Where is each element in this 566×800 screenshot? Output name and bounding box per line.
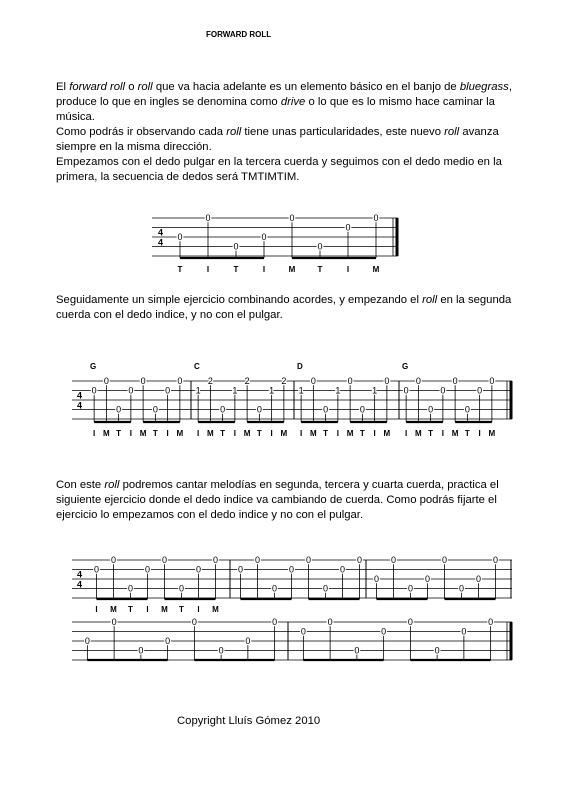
text-run: roll: [137, 81, 153, 93]
fret-number: 0: [458, 583, 465, 594]
fret-number: 0: [373, 574, 380, 585]
text-run: avanza siempre en la misma dirección.: [56, 126, 499, 153]
intro-text: [56, 80, 526, 185]
text-run: Con este: [56, 479, 105, 491]
fret-number: 2: [244, 376, 250, 387]
finger-label: M: [288, 265, 296, 274]
fret-number: 0: [434, 645, 440, 656]
time-signature-bottom: 4: [77, 579, 83, 590]
fret-number: 2: [207, 376, 213, 387]
finger-label: I: [93, 429, 96, 438]
fret-number: 0: [475, 574, 482, 585]
finger-label: I: [270, 429, 273, 438]
fret-number: 1: [195, 385, 201, 396]
finger-label: M: [383, 429, 391, 438]
finger-label: I: [478, 429, 481, 438]
text-run: roll: [226, 126, 242, 138]
fret-number: 0: [288, 564, 295, 575]
finger-label: M: [110, 605, 117, 614]
fret-number: 0: [245, 636, 251, 647]
fret-number: 0: [464, 404, 470, 415]
fret-number: 0: [373, 213, 379, 224]
fret-number: 0: [384, 376, 390, 387]
chord-name: C: [194, 362, 200, 371]
fret-number: 0: [323, 404, 329, 415]
fret-number: 0: [322, 583, 329, 594]
finger-label: M: [176, 429, 184, 438]
fret-number: 0: [237, 564, 244, 575]
fret-number: 0: [327, 617, 333, 628]
section2-text: [56, 293, 526, 323]
page-title: FORWARD ROLL: [206, 30, 272, 39]
fret-number: 1: [298, 385, 304, 396]
fret-number: 2: [281, 376, 287, 387]
chord-name: D: [297, 362, 303, 371]
text-run: que va hacia adelante es un elemento básico en el banjo de: [152, 81, 460, 93]
finger-label: I: [300, 429, 303, 438]
tab-exercise-1: [0, 210, 566, 300]
finger-label: M: [212, 605, 219, 614]
time-signature-top: 4: [77, 390, 83, 401]
finger-label: I: [373, 429, 376, 438]
fret-number: 0: [347, 376, 353, 387]
finger-label: M: [161, 605, 168, 614]
fret-number: 0: [161, 555, 168, 566]
finger-label: T: [428, 429, 434, 438]
finger-label: I: [441, 429, 444, 438]
finger-label: I: [206, 265, 210, 274]
fret-number: 0: [261, 232, 267, 243]
fret-number: 0: [233, 241, 239, 252]
finger-label: M: [310, 429, 317, 438]
text-run: El: [56, 81, 70, 93]
chord-name: G: [402, 362, 409, 371]
text-run: roll: [422, 294, 438, 306]
fret-number: 0: [272, 617, 278, 628]
fret-number: 0: [191, 617, 197, 628]
finger-label: I: [346, 265, 350, 274]
fret-number: 0: [403, 385, 409, 396]
finger-label: T: [116, 429, 122, 438]
text-run: podremos cantar melodías en segunda, tercera y cuarta cuerda, practica el siguiente ejercicio donde el dedo indice va cambiando de cuerda. Como podrás fijarte el ejercicio lo empezamos con el dedo indice y no con el pulgar.: [56, 479, 499, 521]
fret-number: 0: [461, 626, 467, 637]
fret-number: 0: [317, 241, 323, 252]
fret-number: 0: [477, 385, 483, 396]
fret-number: 0: [300, 626, 306, 637]
fret-number: 0: [359, 404, 365, 415]
finger-label: T: [323, 429, 329, 438]
fret-number: 0: [428, 404, 434, 415]
fret-number: 0: [407, 617, 413, 628]
time-signature-top: 4: [158, 227, 164, 238]
fret-number: 0: [110, 555, 117, 566]
finger-label: M: [243, 429, 251, 438]
tab-exercise-3: [0, 552, 566, 692]
time-signature-bottom: 4: [158, 237, 164, 248]
fret-number: 0: [407, 583, 414, 594]
fret-number: 0: [254, 555, 261, 566]
fret-number: 0: [305, 555, 312, 566]
fret-number: 0: [205, 213, 211, 224]
finger-label: M: [415, 429, 422, 438]
finger-label: I: [405, 429, 408, 438]
text-run: tiene unas particularidades, este nuevo: [241, 126, 445, 138]
finger-label: T: [220, 429, 226, 438]
fret-number: 0: [178, 583, 185, 594]
finger-label: T: [317, 265, 323, 274]
fret-number: 0: [127, 583, 134, 594]
fret-number: 0: [91, 385, 97, 396]
fret-number: 0: [381, 626, 387, 637]
fret-number: 0: [195, 564, 202, 575]
text-run: , produce lo que en ingles se denomina como: [56, 81, 512, 108]
finger-label: T: [128, 605, 133, 614]
text-run: Como podrás ir observando cada: [56, 126, 227, 138]
fret-number: 0: [440, 385, 446, 396]
finger-label: I: [233, 429, 236, 438]
fret-number: 0: [339, 564, 346, 575]
fret-number: 0: [177, 376, 183, 387]
text-run: roll: [104, 479, 120, 491]
finger-label: M: [488, 429, 496, 438]
fret-number: 0: [345, 222, 351, 233]
fret-number: 0: [441, 555, 448, 566]
fret-number: 0: [256, 404, 262, 415]
finger-label: T: [464, 429, 470, 438]
text-run: drive: [280, 96, 306, 108]
fret-number: 0: [111, 617, 117, 628]
text-run: o lo que es lo mismo hace caminar la música.: [56, 96, 495, 123]
fret-number: 0: [415, 376, 421, 387]
finger-label: I: [336, 429, 339, 438]
text-run: bluegrass: [459, 81, 509, 93]
fret-number: 0: [488, 617, 494, 628]
fret-number: 0: [144, 564, 151, 575]
finger-label: I: [197, 429, 200, 438]
finger-label: I: [95, 605, 98, 614]
finger-label: I: [129, 429, 132, 438]
fret-number: 0: [138, 645, 144, 656]
text-run: Seguidamente un simple ejercicio combinando acordes, y empezando el: [56, 294, 423, 306]
finger-label: M: [280, 429, 288, 438]
fret-number: 0: [310, 376, 316, 387]
fret-number: 0: [116, 404, 122, 415]
finger-label: I: [166, 429, 169, 438]
fret-number: 1: [372, 385, 378, 396]
fret-number: 0: [165, 636, 171, 647]
finger-label: M: [451, 429, 459, 438]
fret-number: 0: [220, 404, 226, 415]
text-run: en la segunda cuerda con el dedo indice, y no con el pulgar.: [56, 294, 512, 321]
copyright: Copyright Lluís Gómez 2010: [177, 715, 321, 727]
finger-label: M: [207, 429, 214, 438]
chord-name: G: [90, 362, 97, 371]
fret-number: 1: [269, 385, 275, 396]
tab-exercise-2: [0, 355, 566, 445]
finger-label: I: [146, 605, 149, 614]
fret-number: 1: [232, 385, 238, 396]
fret-number: 0: [128, 385, 134, 396]
text-run: forward roll: [69, 81, 126, 93]
fret-number: 0: [140, 376, 146, 387]
fret-number: 0: [424, 574, 431, 585]
finger-label: M: [103, 429, 110, 438]
finger-label: T: [152, 429, 158, 438]
finger-label: T: [256, 429, 262, 438]
text-run: roll: [444, 126, 460, 138]
finger-label: T: [233, 265, 239, 274]
fret-number: 0: [212, 555, 219, 566]
finger-label: I: [197, 605, 200, 614]
fret-number: 0: [390, 555, 397, 566]
finger-label: M: [372, 265, 380, 274]
fret-number: 1: [335, 385, 341, 396]
finger-label: T: [359, 429, 365, 438]
fret-number: 0: [218, 645, 224, 656]
fret-number: 0: [354, 645, 360, 656]
time-signature-bottom: 4: [77, 400, 83, 411]
fret-number: 0: [452, 376, 458, 387]
fret-number: 0: [84, 636, 90, 647]
fret-number: 0: [177, 232, 183, 243]
finger-label: T: [177, 265, 183, 274]
finger-label: M: [139, 429, 147, 438]
fret-number: 0: [103, 376, 109, 387]
fret-number: 0: [165, 385, 171, 396]
fret-number: 0: [271, 583, 278, 594]
fret-number: 0: [152, 404, 158, 415]
finger-label: M: [346, 429, 354, 438]
fret-number: 0: [492, 555, 499, 566]
fret-number: 0: [93, 564, 100, 575]
fret-number: 0: [356, 555, 363, 566]
text-run: o: [125, 81, 138, 93]
fret-number: 0: [289, 213, 295, 224]
finger-label: I: [262, 265, 266, 274]
fret-number: 0: [489, 376, 495, 387]
text-run: Empezamos con el dedo pulgar en la tercera cuerda y seguimos con el dedo medio en la primera, la secuencia de dedos será TMTIMTIM.: [56, 156, 502, 183]
finger-label: T: [179, 605, 184, 614]
section3-text: [56, 478, 526, 523]
time-signature-top: 4: [77, 569, 83, 580]
